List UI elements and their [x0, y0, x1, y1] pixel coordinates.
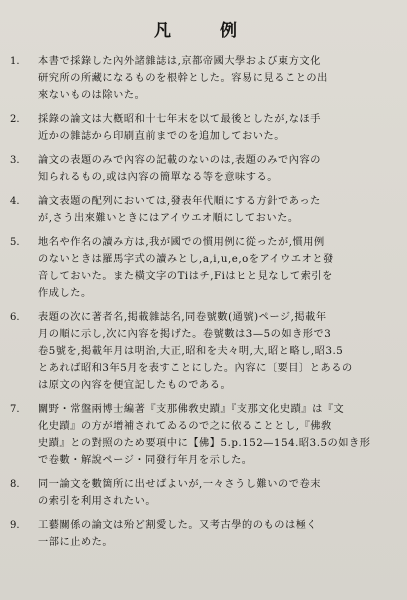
- note-line: のないときは羅馬字式の讀みとし,a,i,u,e,oをアイウエオと發: [38, 254, 334, 265]
- note-item: [10, 234, 397, 302]
- note-number: 3.: [10, 155, 20, 166]
- note-line: 論文表題の配列においては,發表年代順にする方針であった: [38, 196, 321, 207]
- note-number: 4.: [10, 196, 20, 207]
- note-line: で卷數・解說ページ・同發行年月を示した。: [38, 455, 253, 466]
- note-line: 一部に止めた。: [38, 537, 114, 548]
- note-number: 7.: [10, 404, 20, 415]
- note-item: [10, 401, 397, 469]
- note-line: 關野・常盤兩博士編著『支那佛敎史蹟』『支那文化史蹟』は『文: [38, 404, 345, 415]
- note-line: 化史蹟』の方が增補されてゐるので之に依ることとし,『佛敎: [38, 421, 332, 432]
- note-line: 本書で採錄した內外諸雜誌は,京都帝國大學および東方文化: [38, 56, 321, 67]
- note-number: 5.: [10, 237, 20, 248]
- note-line: は原文の內容を便宜記したものである。: [38, 380, 232, 391]
- note-number: 1.: [10, 56, 20, 67]
- note-line: 近かの雜誌から印刷直前までのを追加しておいた。: [38, 131, 285, 142]
- note-text: [38, 152, 397, 186]
- note-number: 2.: [10, 114, 20, 125]
- note-line: 採錄の論文は大槪昭和十七年末を以て最後としたが,なほ手: [38, 114, 321, 125]
- note-line: 月の順に示し,次に內容を掲げた。卷號數は3—5の如き形で3: [38, 329, 332, 340]
- note-line: が,さう出來難いときにはアイウエオ順にしておいた。: [38, 213, 299, 224]
- note-line: 同一論文を數箇所に出せばよいが,一々さうし難いので卷末: [38, 479, 321, 490]
- page-title: 凡 例: [154, 21, 253, 41]
- note-number: 8.: [10, 479, 20, 490]
- note-line: 音しておいた。また橫文字のTiはチ,Fiはヒと見なして索引を: [38, 271, 333, 282]
- note-number: 9.: [10, 520, 20, 531]
- note-line: 表題の次に著者名,掲載雜誌名,同卷號數(通號)ページ,掲載年: [38, 312, 327, 323]
- note-item: [10, 152, 397, 186]
- note-item: [10, 476, 397, 510]
- note-item: [10, 111, 397, 145]
- note-text: [38, 517, 397, 551]
- note-line: 史蹟』との對照のため要項中に【佛】5.p.152—154.昭3.5の如き形: [38, 438, 371, 449]
- note-item: [10, 517, 397, 551]
- note-line: 來ないものは除いた。: [38, 90, 146, 101]
- note-text: [38, 401, 397, 469]
- note-item: [10, 193, 397, 227]
- note-text: [38, 476, 397, 510]
- note-text: [38, 193, 397, 227]
- note-item: [10, 309, 397, 394]
- note-line: 卷5號を,掲載年月は明治,大正,昭和を夫々明,大,昭と略し,昭3.5: [38, 346, 344, 357]
- note-line: 研究所の所藏になるものを根幹とした。容易に見ることの出: [38, 73, 328, 84]
- note-text: [38, 234, 397, 302]
- note-line: 地名や作名の讀み方は,我が國での慣用例に從ったが,慣用例: [38, 237, 325, 248]
- note-line: 作成した。: [38, 288, 92, 299]
- note-text: [38, 53, 397, 104]
- note-text: [38, 309, 397, 394]
- note-number: 6.: [10, 312, 20, 323]
- note-line: 工藝關係の論文は殆ど割愛した。又考古學的のものは極く: [38, 520, 318, 531]
- note-line: とあれば昭和3年5月を表すことにした。內容に〔要目〕とあるの: [38, 363, 353, 374]
- note-line: 知られるもの,或は內容の簡單なる等を意味する。: [38, 172, 279, 183]
- note-line: の索引を利用されたい。: [38, 496, 157, 507]
- note-line: 論文の表題のみで內容の記載のないのは,表題のみで內容の: [38, 155, 321, 166]
- note-item: [10, 53, 397, 104]
- notes-list: [10, 53, 397, 551]
- note-text: [38, 111, 397, 145]
